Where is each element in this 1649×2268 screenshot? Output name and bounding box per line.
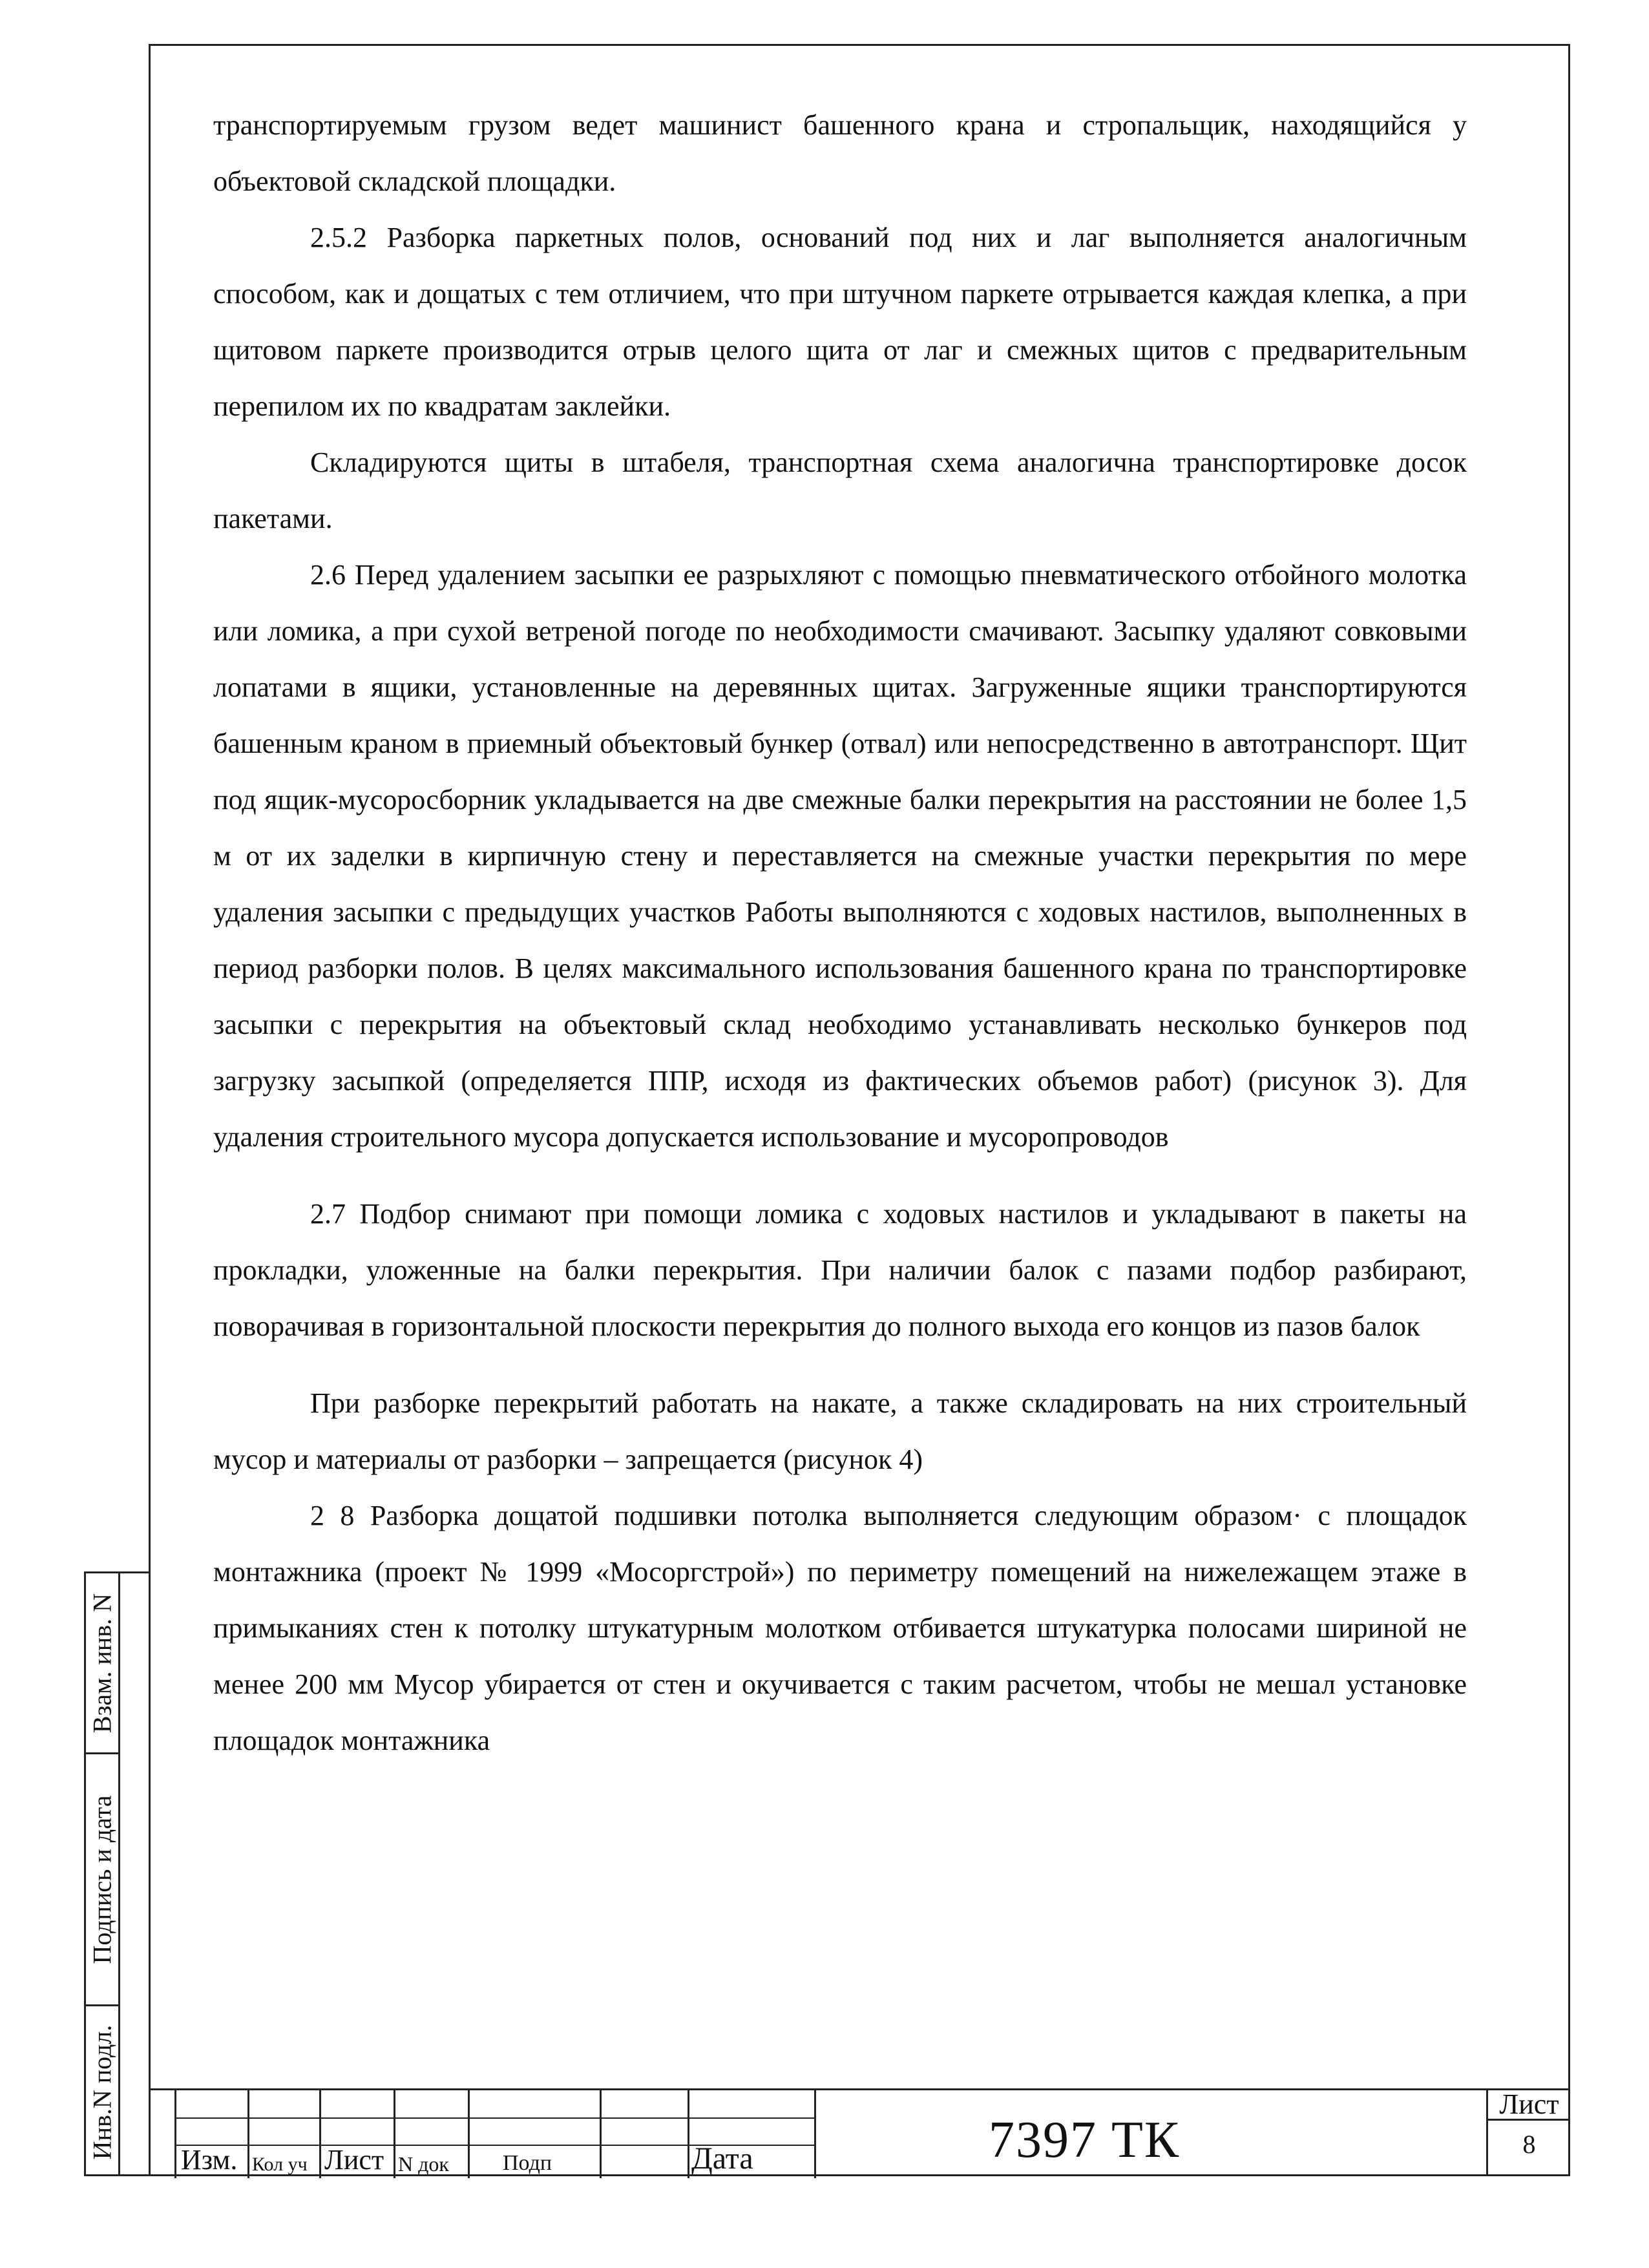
revision-col-line <box>600 2090 602 2178</box>
zam-inv-label: Взам. инв. N <box>87 1593 117 1733</box>
col-list-label: Лист <box>324 2144 384 2176</box>
sheet-number: 8 <box>1522 2130 1536 2159</box>
col-n-dok-label: N док <box>398 2152 449 2176</box>
revision-col-line <box>468 2090 470 2178</box>
paragraph-2-7: 2.7 Подбор снимают при помощи ломика с ходовых настилов и укладывают в пакеты на прокладки, уложенные на балки перекрытия. При наличии балок с пазами подбор разбирают, поворачивая в горизонтальной плоскости перекрытия до полного выхода его концов из пазов балок <box>213 1198 1467 1342</box>
paragraph-2-8: 2 8 Разборка дощатой подшивки потолка выполняется следующим образом· с площадок монтажника (проект № 1999 «Мосоргстрой») по периметру помещений на нижележащем этаже в примыканиях стен к потолку штукатурным молотком отбивается штукатурка полосами шириной не менее 200 мм Мусор убирается от стен и окучивается с таким расчетом, чтобы не мешал установке площадок монтажника <box>213 1500 1467 1756</box>
revision-row-line <box>174 2117 814 2119</box>
sign-date-label: Подпись и дата <box>87 1794 117 1964</box>
side-stamp-divider <box>118 1573 120 2174</box>
revision-col-line <box>814 2090 816 2178</box>
document-code: 7397 ТК <box>989 2112 1181 2168</box>
paragraph-2-5-2: 2.5.2 Разборка паркетных полов, оснований под них и лаг выполняется аналогичным способом, как и дощатых с тем отличием, что при штучном паркете отрывается каждая клепка, а при щитовом паркете производится отрыв целого щита от лаг и смежных щитов с предварительным перепилом их по квадратам заклейки. <box>213 222 1467 422</box>
sheet-box <box>1486 2090 1570 2176</box>
side-stamp <box>84 1571 149 2176</box>
paragraph-prohibition: При разборке перекрытий работать на накате, а также складировать на них строительный мусор и материалы от разборки – запрещается (рисунок 4) <box>213 1387 1467 1475</box>
col-kol-uch-label: Кол уч <box>252 2154 308 2175</box>
side-cell-inv-podl <box>86 2006 118 2178</box>
col-data-label: Дата <box>691 2141 753 2176</box>
document-body <box>213 97 1467 1769</box>
col-podp-label: Подп <box>503 2151 552 2175</box>
revision-col-line <box>247 2090 249 2178</box>
col-izm-label: Изм. <box>181 2144 238 2176</box>
revision-table <box>174 2090 814 2178</box>
revision-col-line <box>688 2090 689 2178</box>
side-cell-zam-inv <box>86 1573 118 1754</box>
side-cell-sign-date <box>86 1754 118 2006</box>
paragraph-stacking: Складируются щиты в штабеля, транспортная схема аналогична транспортировке досок пакетами. <box>213 446 1467 534</box>
revision-col-line <box>319 2090 321 2178</box>
title-block <box>149 2088 1570 2176</box>
revision-col-line <box>174 2090 176 2178</box>
revision-col-line <box>394 2090 395 2178</box>
paragraph-continuation: транспортируемым грузом ведет машинист башенного крана и стропальщик, находящийся у объектовой складской площадки. <box>213 109 1467 197</box>
paragraph-2-6: 2.6 Перед удалением засыпки ее разрыхляют с помощью пневматического отбойного молотка или ломика, а при сухой ветреной погоде по необходимости смачивают. Засыпку удаляют совковыми лопатами в ящики, установленные на деревянных щитах. Загруженные ящики транспортируются башенным краном в приемный объектовый бункер (отвал) или непосредственно в автотранспорт. Щит под ящик-мусоросборник укладывается на две смежные балки перекрытия на расстоянии не более 1,5 м от их заделки в кирпичную стену и переставляется на смежные участки перекрытия по мере удаления засыпки с предыдущих участков Работы выполняются с ходовых настилов, выполненных в период разборки полов. В целях максимального использования башенного крана по транспортировке засыпки с перекрытия на объектовый склад необходимо устанавливать несколько бункеров под загрузку засыпкой (определяется ППР, исходя из фактических объемов работ) (рисунок 3). Для удаления строительного мусора допускается использование и мусоропроводов <box>213 559 1467 1153</box>
inv-podl-label: Инв.N подл. <box>87 2024 117 2160</box>
sheet-label: Лист <box>1488 2090 1570 2121</box>
